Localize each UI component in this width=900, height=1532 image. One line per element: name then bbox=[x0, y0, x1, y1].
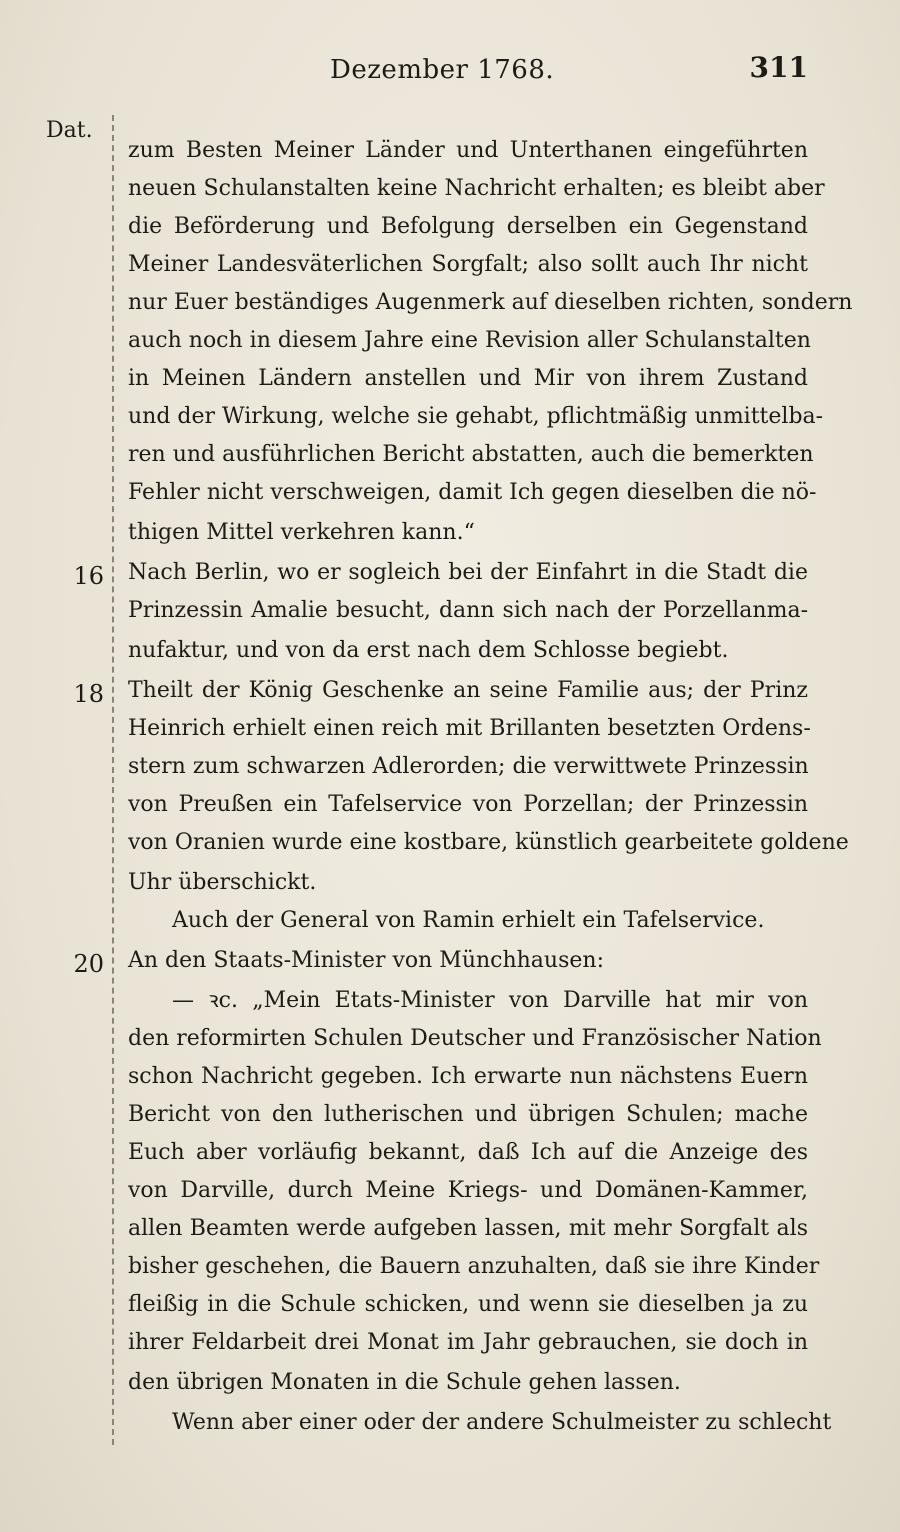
running-head: Dezember 1768. bbox=[330, 55, 555, 85]
text-line: Auch der General von Ramin erhielt ein Tafelservice. bbox=[172, 908, 765, 933]
text-line: von Oranien wurde eine kostbare, künstlich gearbeitete goldene bbox=[128, 830, 849, 855]
margin-date: 18 bbox=[73, 680, 104, 708]
text-line: ren und ausführlichen Bericht abstatten, auch die bemerkten bbox=[128, 442, 814, 467]
text-line: Uhr überschickt. bbox=[128, 870, 317, 895]
text-line: den übrigen Monaten in die Schule gehen lassen. bbox=[128, 1370, 681, 1395]
text-line: zum Besten Meiner Länder und Unterthanen eingeführten bbox=[128, 138, 808, 163]
text-line: Theilt der König Geschenke an seine Familie aus; der Prinz bbox=[128, 678, 808, 703]
text-line: Prinzessin Amalie besucht, dann sich nach der Porzellanma- bbox=[128, 598, 808, 623]
margin-rule bbox=[112, 115, 114, 1445]
text-line: schon Nachricht gegeben. Ich erwarte nun nächstens Euern bbox=[128, 1064, 808, 1089]
text-line: und der Wirkung, welche sie gehabt, pflichtmäßig unmittelba- bbox=[128, 404, 824, 429]
text-line: in Meinen Ländern anstellen und Mir von ihrem Zustand bbox=[128, 366, 808, 391]
date-column-label: Dat. bbox=[46, 118, 93, 143]
text-line: bisher geschehen, die Bauern anzuhalten, daß sie ihre Kinder bbox=[128, 1254, 820, 1279]
page-header bbox=[0, 51, 900, 95]
text-line: von Preußen ein Tafelservice von Porzellan; der Prinzessin bbox=[128, 792, 808, 817]
text-line: Fehler nicht verschweigen, damit Ich gegen dieselben die nö- bbox=[128, 480, 817, 505]
text-line: thigen Mittel verkehren kann.“ bbox=[128, 520, 475, 545]
text-line: nur Euer beständiges Augenmerk auf dieselben richten, sondern bbox=[128, 290, 853, 315]
text-line: die Beförderung und Befolgung derselben ein Gegenstand bbox=[128, 214, 808, 239]
text-line: Euch aber vorläufig bekannt, daß Ich auf die Anzeige des bbox=[128, 1140, 808, 1165]
text-line: fleißig in die Schule schicken, und wenn sie dieselben ja zu bbox=[128, 1292, 808, 1317]
text-line: den reformirten Schulen Deutscher und Französischer Nation bbox=[128, 1026, 822, 1051]
text-line: stern zum schwarzen Adlerorden; die verwittwete Prinzessin bbox=[128, 754, 809, 779]
text-line: von Darville, durch Meine Kriegs- und Domänen-Kammer, bbox=[128, 1178, 808, 1203]
text-line: ihrer Feldarbeit drei Monat im Jahr gebrauchen, sie doch in bbox=[128, 1330, 808, 1355]
text-line: Meiner Landesväterlichen Sorgfalt; also sollt auch Ihr nicht bbox=[128, 252, 808, 277]
text-line: Wenn aber einer oder der andere Schulmeister zu schlecht bbox=[172, 1410, 832, 1435]
text-line: — ꝛc. „Mein Etats-Minister von Darville hat mir von bbox=[172, 988, 808, 1013]
text-line: allen Beamten werde aufgeben lassen, mit mehr Sorgfalt als bbox=[128, 1216, 808, 1241]
text-line: neuen Schulanstalten keine Nachricht erhalten; es bleibt aber bbox=[128, 176, 825, 201]
text-line: Bericht von den lutherischen und übrigen Schulen; mache bbox=[128, 1102, 808, 1127]
text-line: Nach Berlin, wo er sogleich bei der Einfahrt in die Stadt die bbox=[128, 560, 808, 585]
text-line: Heinrich erhielt einen reich mit Brillanten besetzten Ordens- bbox=[128, 716, 811, 741]
text-line: An den Staats-Minister von Münchhausen: bbox=[128, 948, 604, 973]
margin-date: 16 bbox=[73, 562, 104, 590]
margin-date: 20 bbox=[73, 950, 104, 978]
text-line: nufaktur, und von da erst nach dem Schlosse begiebt. bbox=[128, 638, 729, 663]
text-line: auch noch in diesem Jahre eine Revision aller Schulanstalten bbox=[128, 328, 811, 353]
page-number: 311 bbox=[749, 51, 808, 84]
